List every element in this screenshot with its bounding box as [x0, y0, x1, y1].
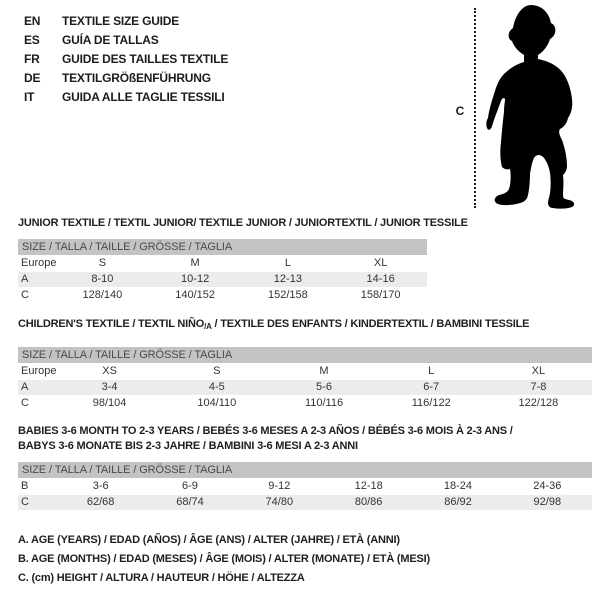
table-cell: 8-10 [91, 273, 114, 285]
language-row-de [24, 68, 228, 87]
table-cell: 3-6 [92, 480, 109, 492]
table-cell: 92/98 [533, 496, 562, 508]
language-row-es [24, 30, 228, 49]
children-title-suffix: / TEXTILE DES ENFANTS / KINDERTEXTIL / BAMBINI TESSILE [211, 318, 530, 330]
table-cell: XL [373, 257, 388, 269]
table-cell: 24-36 [533, 480, 562, 492]
table-cell: 128/140 [82, 289, 123, 301]
table-cell: 6-7 [423, 381, 440, 393]
table-cell: 62/68 [86, 496, 115, 508]
table-cell: 122/128 [518, 397, 559, 409]
table-cell: 5-6 [316, 381, 332, 393]
table-cell: L [284, 257, 291, 269]
row-label: A [21, 381, 29, 393]
table-cell: 68/74 [176, 496, 204, 508]
table-row [18, 495, 592, 511]
row-label: C [21, 397, 29, 409]
language-code: DE [24, 70, 41, 85]
babies-size-table [18, 462, 592, 511]
babies-size-header-band: SIZE / TALLA / TAILLE / GRÖSSE / TAGLIA [18, 462, 592, 479]
table-cell: 110/116 [304, 397, 344, 409]
note-height: C. (cm) HEIGHT / ALTURA / HAUTEUR / HÖHE / ALTEZZA [18, 572, 305, 584]
children-section-title [18, 317, 529, 332]
table-cell: M [319, 365, 329, 377]
table-cell: 140/152 [175, 289, 215, 301]
table-cell: XS [102, 365, 117, 377]
language-row-it [24, 87, 228, 106]
junior-size-table [18, 239, 427, 304]
row-label: Europe [21, 257, 57, 269]
table-cell: 10-12 [181, 273, 210, 285]
language-label: GUIDA ALLE TAGLIE TESSILI [62, 89, 225, 104]
row-label: B [21, 480, 29, 492]
children-size-header-band: SIZE / TALLA / TAILLE / GRÖSSE / TAGLIA [18, 347, 592, 364]
row-label: Europe [21, 365, 57, 377]
language-row-fr [24, 49, 228, 68]
table-cell: 116/122 [411, 397, 451, 409]
table-row [18, 364, 592, 380]
height-marker-label: C [455, 104, 465, 118]
table-cell: 6-9 [182, 480, 198, 492]
baby-silhouette-icon [486, 2, 599, 210]
table-cell: 12-18 [354, 480, 383, 492]
table-cell: L [428, 365, 435, 377]
table-cell: 80/86 [354, 496, 383, 508]
language-label: TEXTILGRÖßENFÜHRUNG [62, 70, 211, 85]
table-row [18, 396, 592, 412]
table-cell: M [190, 257, 200, 269]
table-cell: 104/110 [197, 397, 237, 409]
row-label: A [21, 273, 29, 285]
height-dotted-line [474, 8, 476, 208]
table-row [18, 479, 592, 495]
legend-notes [18, 531, 430, 588]
language-code: ES [24, 32, 40, 47]
row-label: C [21, 496, 29, 508]
language-label: GUÍA DE TALLAS [62, 32, 159, 47]
table-cell: 9-12 [268, 480, 291, 492]
language-label: GUIDE DES TAILLES TEXTILE [62, 51, 229, 66]
table-row [18, 380, 592, 396]
table-cell: 12-13 [273, 273, 302, 285]
note-age-years: A. AGE (YEARS) / EDAD (AÑOS) / ÂGE (ANS) / ALTER (JAHRE) / ETÀ (ANNI) [18, 534, 400, 546]
babies-title-line2: BABYS 3-6 MONATE BIS 2-3 JAHRE / BAMBINI 3-6 MESI A 2-3 ANNI [18, 440, 358, 452]
table-row [18, 256, 427, 272]
language-list [24, 11, 228, 106]
language-row-en [24, 11, 228, 30]
children-title-subscript: /A [204, 322, 212, 331]
table-cell: 4-5 [208, 381, 225, 393]
table-cell: 14-16 [366, 273, 395, 285]
table-cell: 18-24 [443, 480, 473, 492]
table-cell: 74/80 [265, 496, 294, 508]
row-label: C [21, 289, 29, 301]
language-code: FR [24, 51, 40, 66]
children-size-table [18, 347, 592, 412]
babies-title-line1: BABIES 3-6 MONTH TO 2-3 YEARS / BEBÉS 3-6 MESES A 2-3 AÑOS / BÉBÉS 3-6 MOIS À 2-3 ANS / [18, 425, 513, 437]
table-row [18, 272, 427, 288]
table-cell: S [98, 257, 107, 269]
table-cell: 3-4 [101, 381, 118, 393]
language-label: TEXTILE SIZE GUIDE [62, 13, 180, 28]
table-cell: 7-8 [530, 381, 547, 393]
table-cell: S [213, 365, 221, 377]
junior-section-title: JUNIOR TEXTILE / TEXTIL JUNIOR/ TEXTILE JUNIOR / JUNIORTEXTIL / JUNIOR TESSILE [18, 217, 468, 229]
language-code: EN [24, 13, 41, 28]
language-code: IT [24, 89, 35, 104]
table-row [18, 288, 427, 304]
note-age-months: B. AGE (MONTHS) / EDAD (MESES) / ÂGE (MOIS) / ALTER (MONATE) / ETÀ (MESI) [18, 553, 430, 565]
table-cell: 152/158 [267, 289, 308, 301]
babies-section-title [18, 424, 513, 454]
children-title-prefix: CHILDREN'S TEXTILE / TEXTIL NIÑO [18, 318, 205, 330]
table-cell: 158/170 [360, 289, 401, 301]
table-cell: 98/104 [92, 397, 127, 409]
table-cell: 86/92 [444, 496, 472, 508]
table-cell: XL [531, 365, 546, 377]
junior-size-header-band: SIZE / TALLA / TAILLE / GRÖSSE / TAGLIA [18, 239, 427, 256]
